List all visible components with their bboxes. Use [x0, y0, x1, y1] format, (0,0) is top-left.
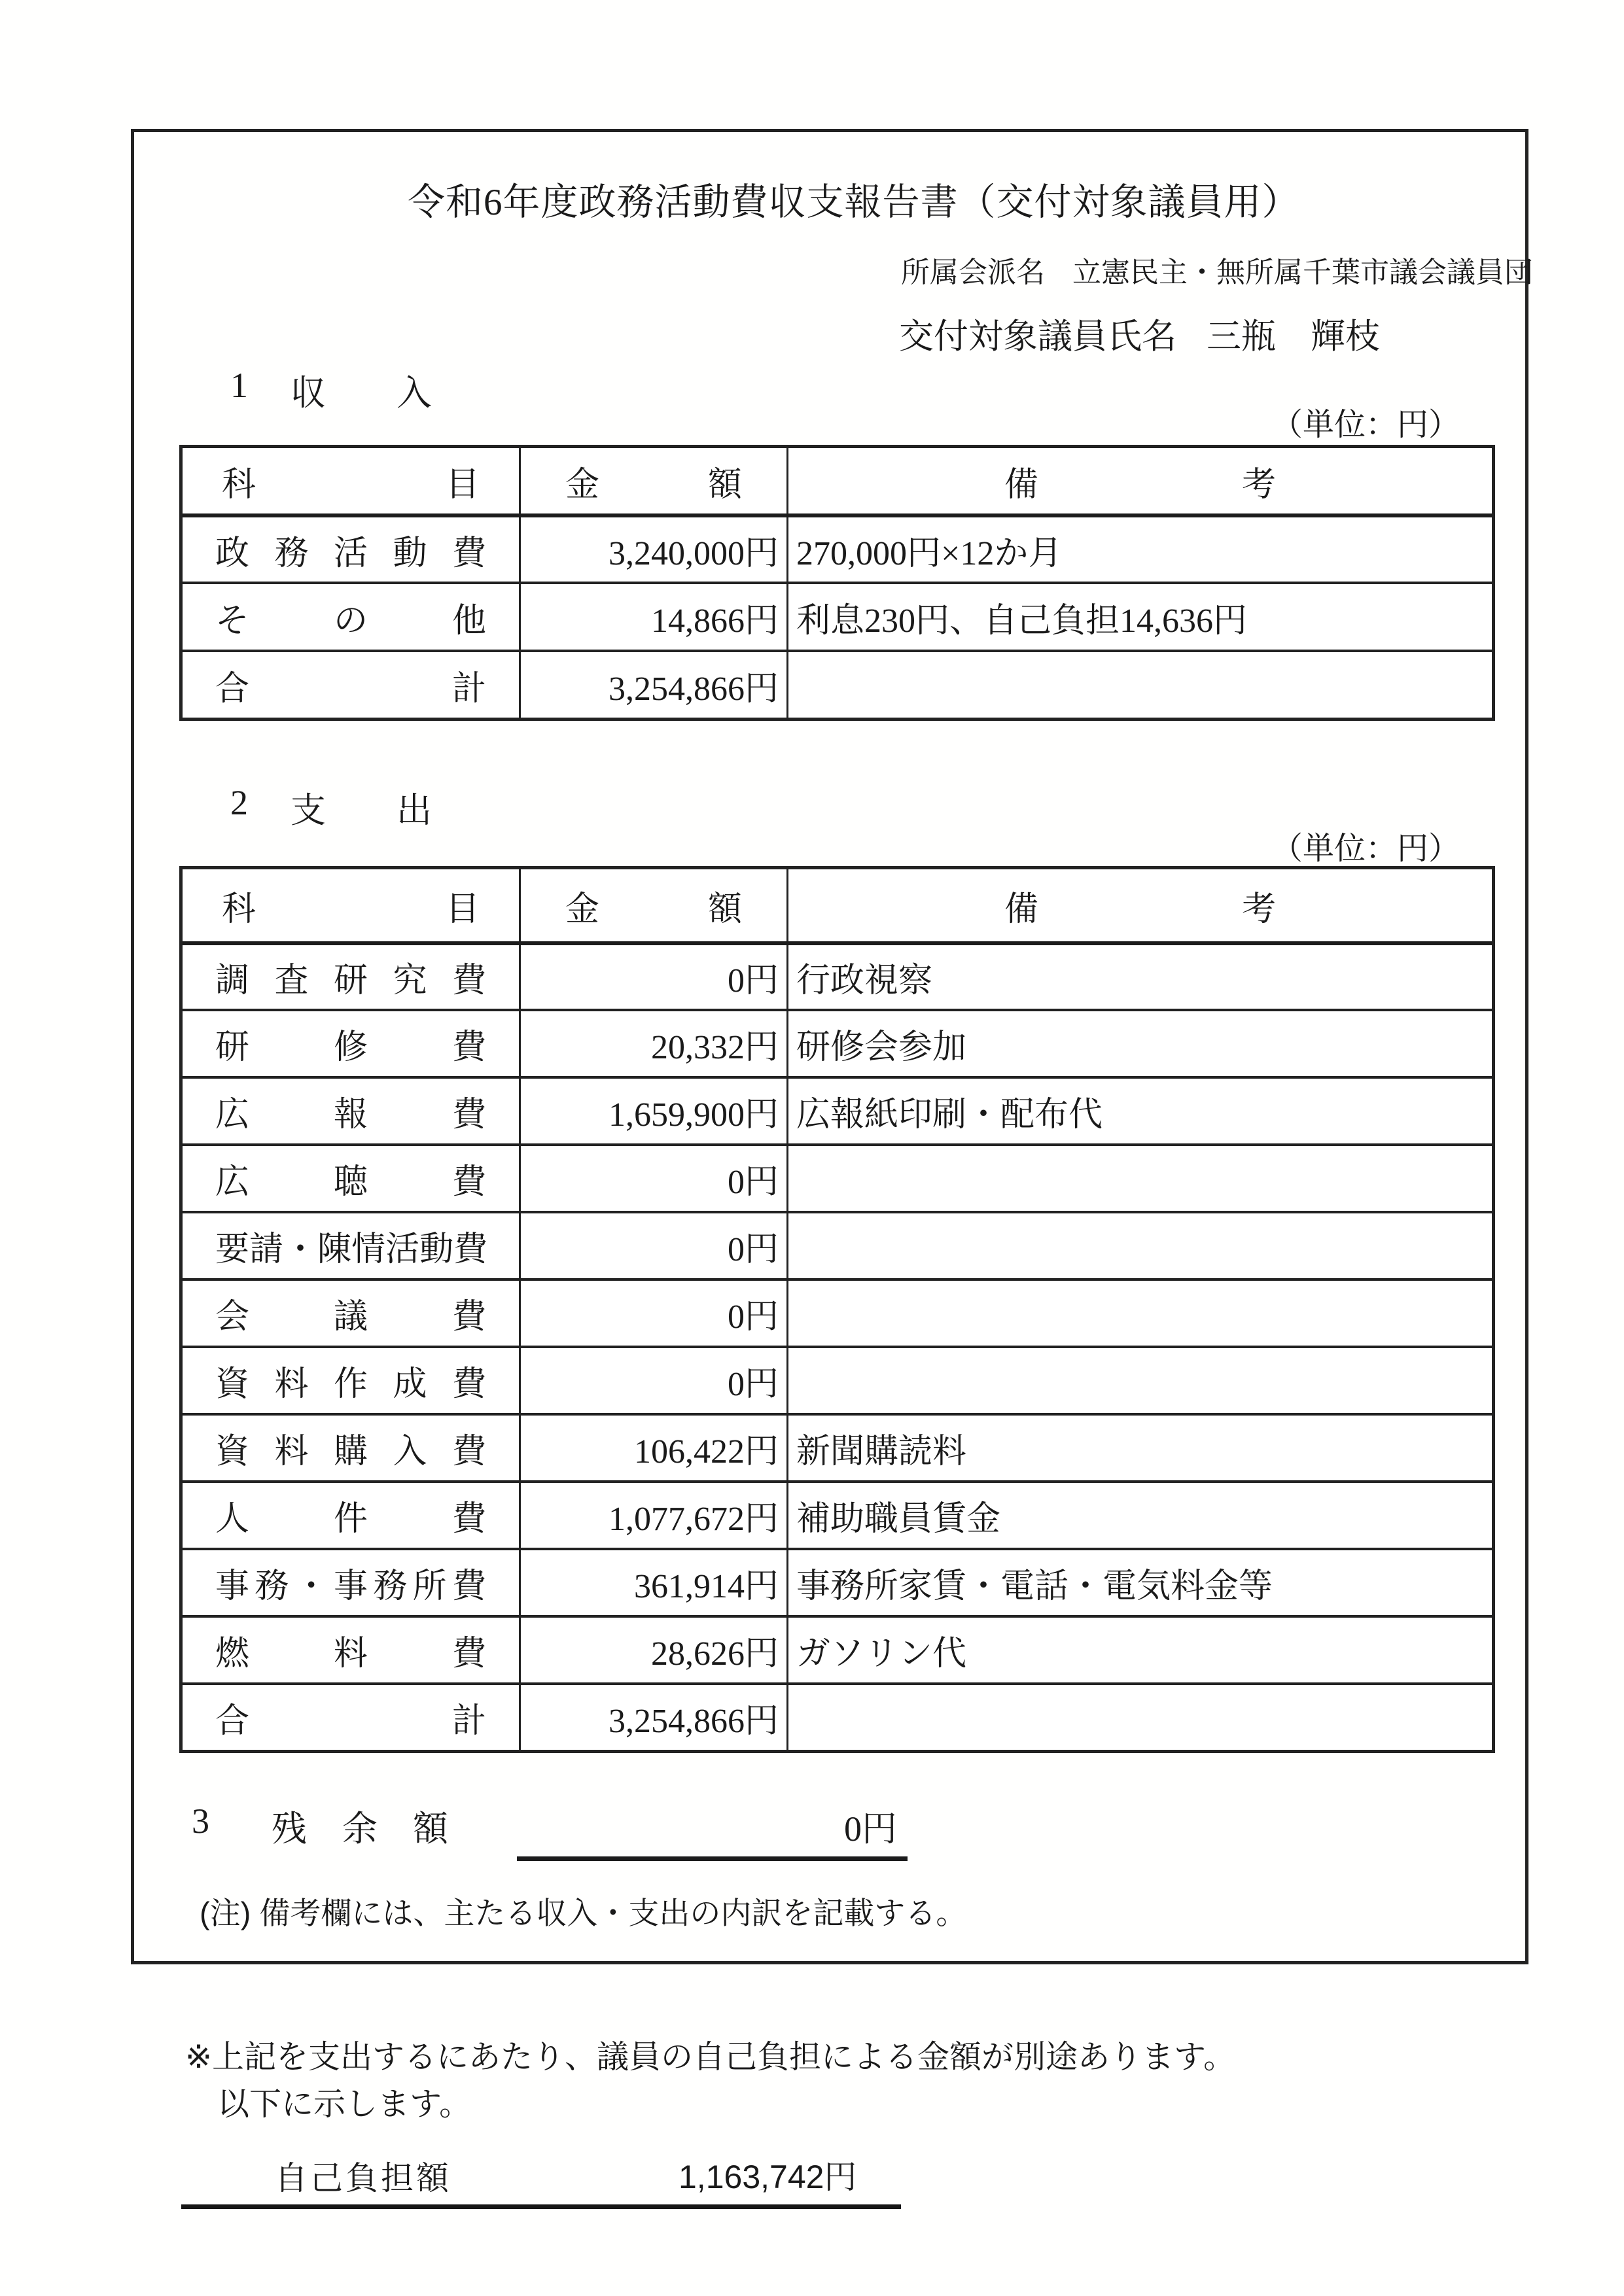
amount-cell: 1,077,672円: [521, 1483, 788, 1548]
expense-row: [183, 1413, 1492, 1480]
amount-cell: 361,914円: [521, 1550, 788, 1615]
remarks-cell: 研修会参加: [796, 1029, 967, 1066]
amount-cell: 0円: [521, 1348, 788, 1413]
remarks-cell: 行政視察: [796, 962, 933, 1000]
income-table: [179, 445, 1495, 721]
balance-section-title: 残 余 額: [272, 1809, 448, 1849]
expense-row: [183, 1480, 1492, 1548]
item-cell: 会 議 費: [183, 1281, 521, 1346]
expense-row: [183, 1278, 1492, 1346]
remarks-cell: 事務所家賃・電話・電気料金等: [796, 1568, 1273, 1605]
income-total-row: [183, 650, 1492, 718]
selfpay-label: 自己負担額: [275, 2160, 451, 2197]
note-line: (注) 備考欄には、主たる収入・支出の内訳を記載する。: [200, 1896, 967, 1930]
expense-unit-note: （単位：円）: [1271, 831, 1460, 866]
income-unit-note: （単位：円）: [1271, 408, 1460, 442]
remarks-cell: 利息230円、自己負担14,636円: [796, 602, 1248, 640]
expense-section-title: 支 出: [291, 791, 432, 830]
amount-cell: 0円: [521, 1281, 788, 1346]
balance-underline: [517, 1856, 908, 1861]
remarks-cell: [788, 1213, 1492, 1278]
item-cell: 合 計: [183, 1685, 521, 1750]
income-header-remarks: 備 考: [1004, 466, 1276, 504]
remarks-cell: [788, 1348, 1492, 1413]
item-cell: 資 料 購 入 費: [183, 1416, 521, 1480]
remarks-cell: 新聞購読料: [796, 1433, 967, 1470]
income-row: [183, 582, 1492, 650]
income-section-number: 1: [230, 366, 248, 405]
affiliation-line: [901, 249, 1533, 290]
selfpay-footnote-line1: ※上記を支出するにあたり、議員の自己負担による金額が別途あります。: [185, 2040, 1236, 2075]
remarks-cell: 補助職員賃金: [796, 1501, 1001, 1538]
item-cell: 調 査 研 究 費: [183, 945, 521, 1009]
expense-row: [183, 941, 1492, 1009]
member-name-line: [899, 309, 1380, 358]
balance-section-heading: [192, 1801, 448, 1851]
remarks-cell: 270,000円×12か月: [796, 534, 1063, 572]
amount-cell: 14,866円: [521, 584, 788, 650]
page-title: 令和6年度政務活動費収支報告書（交付対象議員用）: [408, 182, 1300, 223]
expense-section-number: 2: [230, 783, 248, 822]
remarks-cell: ガソリン代: [796, 1635, 967, 1673]
income-header-amount: 金 額: [521, 448, 788, 513]
expense-total-row: [183, 1682, 1492, 1750]
selfpay-amount: 1,163,742円: [679, 2159, 857, 2195]
item-cell: 燃 料 費: [183, 1618, 521, 1682]
expense-header-remarks: 備 考: [1004, 890, 1276, 928]
remarks-cell: [788, 1685, 1492, 1750]
amount-cell: 0円: [521, 945, 788, 1009]
expense-row: [183, 1548, 1492, 1615]
expense-row: [183, 1211, 1492, 1278]
item-cell: 合 計: [183, 652, 521, 718]
item-cell: 広 聴 費: [183, 1146, 521, 1211]
income-section-title: 収 入: [291, 374, 432, 413]
amount-cell: 3,240,000円: [521, 517, 788, 582]
amount-cell: 3,254,866円: [521, 1685, 788, 1750]
member-value: 三瓶 輝枝: [1207, 318, 1380, 356]
remarks-cell: [788, 1281, 1492, 1346]
selfpay-footnote-line2: 以下に示します。: [217, 2087, 472, 2122]
expense-header-amount: 金 額: [521, 869, 788, 941]
expense-section-heading: [230, 782, 432, 833]
item-cell: 研 修 費: [183, 1011, 521, 1076]
amount-cell: 28,626円: [521, 1618, 788, 1682]
remarks-cell: [788, 652, 1492, 718]
expense-table: [179, 866, 1495, 1753]
member-label: 交付対象議員氏名: [899, 318, 1176, 356]
expense-row: [183, 1346, 1492, 1413]
expense-row: [183, 1143, 1492, 1211]
remarks-cell: [788, 1146, 1492, 1211]
amount-cell: 1,659,900円: [521, 1079, 788, 1143]
income-section-heading: [230, 365, 432, 415]
amount-cell: 3,254,866円: [521, 652, 788, 718]
item-cell: そ の 他: [183, 584, 521, 650]
expense-header-item: 科 目: [183, 869, 521, 941]
item-cell: 広 報 費: [183, 1079, 521, 1143]
amount-cell: 20,332円: [521, 1011, 788, 1076]
item-cell: 政 務 活 動 費: [183, 517, 521, 582]
amount-cell: 106,422円: [521, 1416, 788, 1480]
income-header-row: [183, 448, 1492, 513]
remarks-cell: 広報紙印刷・配布代: [796, 1096, 1103, 1134]
item-cell: 事 務 ・ 事 務 所 費: [183, 1550, 521, 1615]
balance-section-number: 3: [192, 1801, 209, 1841]
item-cell: 資 料 作 成 費: [183, 1348, 521, 1413]
balance-amount: 0円: [844, 1809, 897, 1849]
amount-cell: 0円: [521, 1146, 788, 1211]
selfpay-underline: [181, 2204, 901, 2209]
income-row: [183, 513, 1492, 582]
amount-cell: 0円: [521, 1213, 788, 1278]
income-header-item: 科 目: [183, 448, 521, 513]
item-cell: 要 請 ・ 陳 情 活 動 費: [183, 1213, 521, 1278]
expense-row: [183, 1009, 1492, 1076]
expense-row: [183, 1615, 1492, 1682]
expense-header-row: [183, 869, 1492, 941]
expense-row: [183, 1076, 1492, 1143]
affiliation-label: 所属会派名: [901, 256, 1045, 288]
affiliation-value: 立憲民主・無所属千葉市議会議員団: [1072, 256, 1533, 288]
item-cell: 人 件 費: [183, 1483, 521, 1548]
